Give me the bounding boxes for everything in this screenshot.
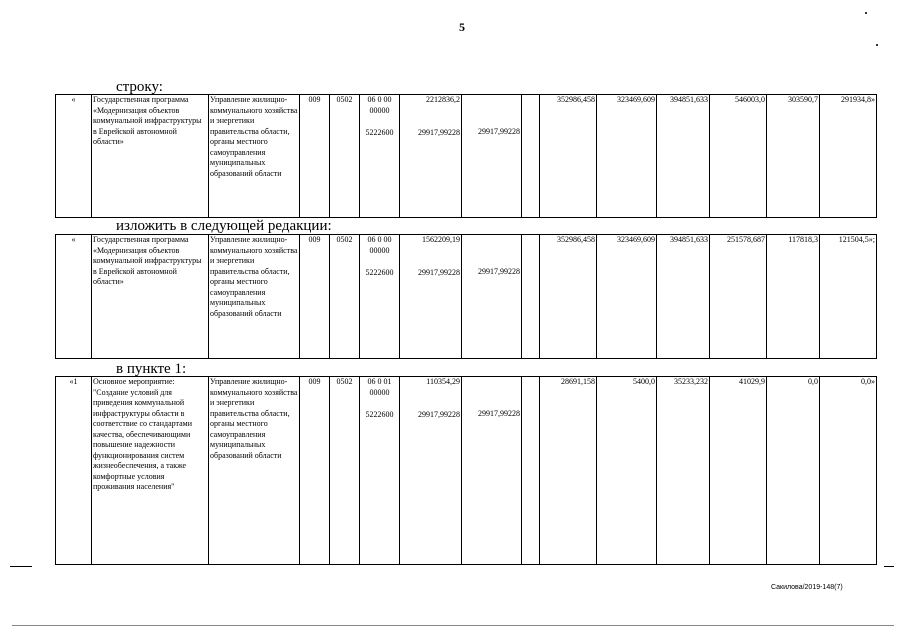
grbs-code: 009 — [300, 95, 330, 218]
year-amount-3: 394851,633 — [657, 95, 710, 218]
federal-bottom: 29917,99228 — [478, 409, 520, 418]
year-amount-6: 121504,5»; — [820, 235, 877, 359]
rzpr-code: 0502 — [330, 95, 360, 218]
csr-code — [360, 235, 400, 359]
year-amount-4: 546003,0 — [710, 95, 767, 218]
year-amount-1: 352986,458 — [540, 235, 597, 359]
csr-code-top: 06 0 00 00000 — [367, 235, 392, 255]
total-amount — [400, 95, 462, 218]
page-number: 5 — [459, 20, 465, 34]
scan-speck — [876, 44, 878, 46]
year-amount-6: 291934,8» — [820, 95, 877, 218]
federal-amount — [462, 235, 522, 359]
year-amount-5: 303590,7 — [767, 95, 820, 218]
table-row — [56, 95, 877, 218]
bottom-border-line — [12, 625, 894, 626]
heading-new-edition: изложить в следующей редакции: — [116, 218, 332, 234]
program-table — [55, 234, 877, 359]
executor: Управление жилищно-коммунального хозяйства и энергетики правительства области, органы местного самоуправления муниципальных образований области — [209, 377, 300, 565]
total-amount — [400, 377, 462, 565]
year-amount-2: 323469,609 — [597, 235, 657, 359]
csr-code — [360, 95, 400, 218]
year-amount-3: 394851,633 — [657, 235, 710, 359]
csr-code-bottom: 5222600 — [365, 268, 394, 277]
total-top: 110354,29 — [426, 377, 460, 386]
rzpr-code: 0502 — [330, 235, 360, 359]
document-footer: Сакилова/2019-148(7) — [771, 584, 843, 591]
grbs-code: 009 — [300, 235, 330, 359]
total-bottom: 29917,99228 — [418, 267, 460, 277]
year-amount-1: 352986,458 — [540, 95, 597, 218]
table-row — [56, 235, 877, 359]
executor: Управление жилищно-коммунального хозяйства и энергетики правительства области, органы местного самоуправления муниципальных образований области — [209, 95, 300, 218]
heading-row: строку: — [116, 79, 163, 95]
year-amount-1: 28691,158 — [540, 377, 597, 565]
year-amount-2: 5400,0 — [597, 377, 657, 565]
federal-bottom: 29917,99228 — [478, 127, 520, 136]
federal-bottom: 29917,99228 — [478, 267, 520, 276]
federal-amount — [462, 377, 522, 565]
table-row — [56, 377, 877, 565]
program-name: Государственная программа «Модернизация объектов коммунальной инфраструктуры в Еврейской автономной области» — [92, 95, 209, 218]
row-mark: « — [56, 95, 92, 218]
total-amount — [400, 235, 462, 359]
year-amount-3: 35233,232 — [657, 377, 710, 565]
margin-line-right — [884, 566, 894, 567]
grbs-code: 009 — [300, 377, 330, 565]
program-table — [55, 94, 877, 218]
year-amount-4: 41029,9 — [710, 377, 767, 565]
program-table — [55, 376, 877, 565]
program-name: Основное мероприятие: "Создание условий для приведения коммунальной инфраструктуры области в соответствие со стандартами качества, обеспечивающими повышение надежности функционирования систем жизнеобеспечения, а также комфортные условия проживания населения" — [92, 377, 209, 565]
total-top: 2212836,2 — [426, 95, 460, 104]
row-mark: «1 — [56, 377, 92, 565]
margin-line-left — [10, 566, 32, 567]
empty-cell — [522, 235, 540, 359]
total-top: 1562209,19 — [422, 235, 460, 244]
total-bottom: 29917,99228 — [418, 127, 460, 137]
year-amount-4: 251578,687 — [710, 235, 767, 359]
year-amount-5: 0,0 — [767, 377, 820, 565]
program-name: Государственная программа «Модернизация объектов коммунальной инфраструктуры в Еврейской автономной области» — [92, 235, 209, 359]
empty-cell — [522, 95, 540, 218]
total-bottom: 29917,99228 — [418, 409, 460, 419]
heading-point-1: в пункте 1: — [116, 361, 187, 377]
csr-code-top: 06 0 00 00000 — [367, 95, 392, 115]
csr-code-top: 06 0 01 00000 — [367, 377, 392, 397]
scan-speck — [865, 12, 867, 14]
year-amount-2: 323469,609 — [597, 95, 657, 218]
csr-code — [360, 377, 400, 565]
rzpr-code: 0502 — [330, 377, 360, 565]
year-amount-5: 117818,3 — [767, 235, 820, 359]
executor: Управление жилищно-коммунального хозяйства и энергетики правительства области, органы местного самоуправления муниципальных образований области — [209, 235, 300, 359]
empty-cell — [522, 377, 540, 565]
csr-code-bottom: 5222600 — [365, 410, 394, 419]
year-amount-6: 0,0» — [820, 377, 877, 565]
csr-code-bottom: 5222600 — [365, 128, 394, 137]
row-mark: « — [56, 235, 92, 359]
federal-amount — [462, 95, 522, 218]
